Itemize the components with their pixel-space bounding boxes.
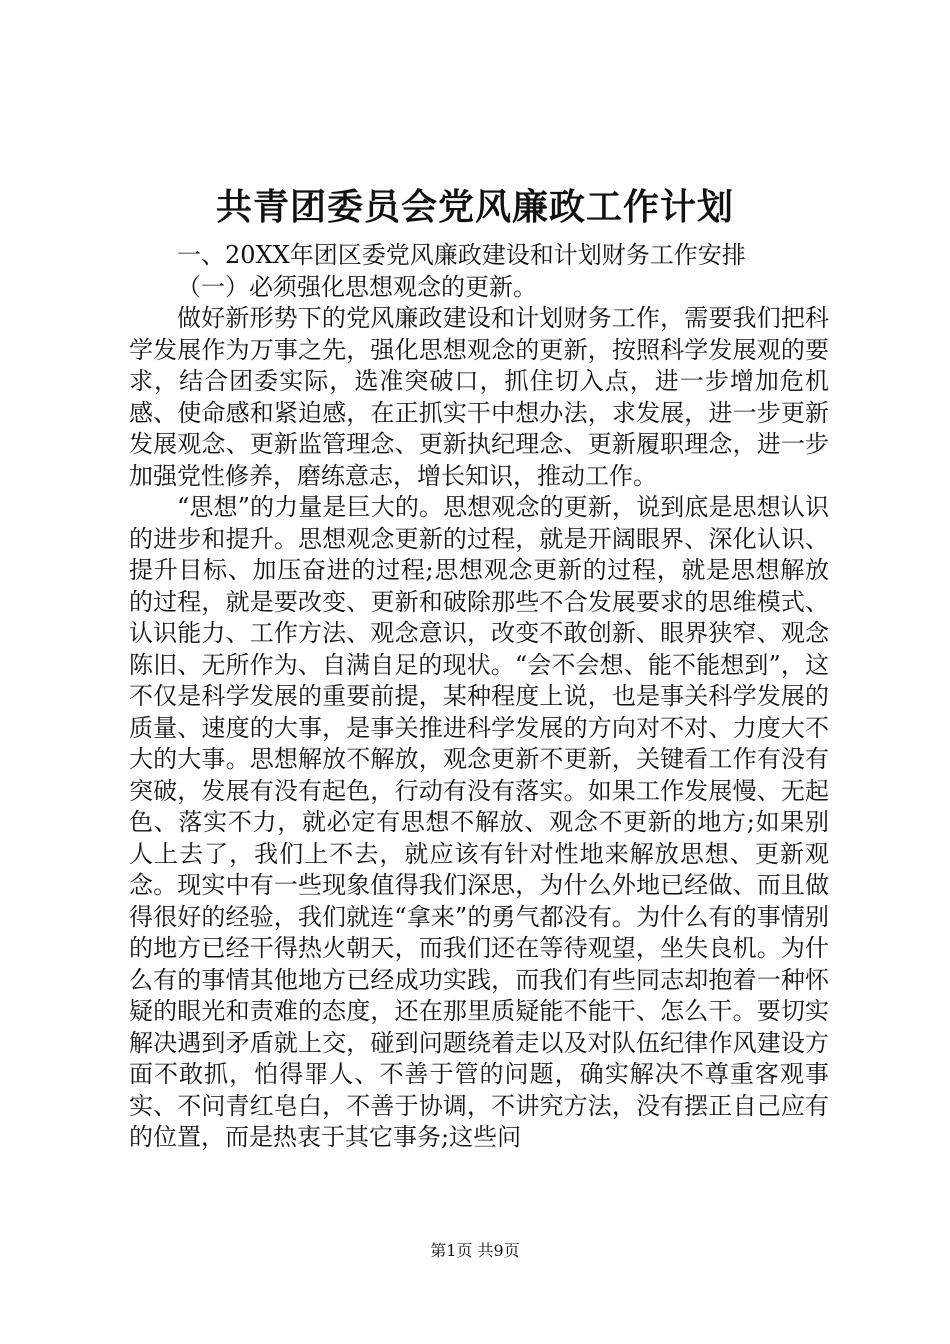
document-title: 共青团委员会党风廉政工作计划 <box>215 186 734 228</box>
paragraph: “思想”的力量是巨大的。思想观念的更新，说到底是思想认识的进步和提升。思想观念更新的过程，就是开阔眼界、深化认识、提升目标、加压奋进的过程;思想观念更新的过程，就是思想解放的过程，就是要改变、更新和破除那些不合发展要求的思维模式、认识能力、工作方法、观念意识，改变不敢创新、眼界狭窄、观念陈旧、无所作为、自满自足的现状。“会不会想、能不能想到”，这不仅是科学发展的重要前提，某种程度上说，也是事关科学发展的质量、速度的大事，是事关推进科学发展的方向对不对、力度大不大的大事。思想解放不解放，观念更新不更新，关键看工作有没有突破，发展有没有起色，行动有没有落实。如果工作发展慢、无起色、落实不力，就必定有思想不解放、观念不更新的地方;如果别人上去了，我们上不去，就应该有针对性地来解放思想、更新观念。现实中有一些现象值得我们深思，为什么外地已经做、而且做得很好的经验，我们就连“拿来”的勇气都没有。为什么有的事情别的地方已经干得热火朝天，而我们还在等待观望，坐失良机。为什么有的事情其他地方已经成功实践，而我们有些同志却抱着一种怀疑的眼光和责难的态度，还在那里质疑能不能干、怎么干。要切实解决遇到矛盾就上交，碰到问题绕着走以及对队伍纪律作风建设方面不敢抓，怕得罪人、不善于管的问题，确实解决不尊重客观事实、不问青红皂白，不善于协调，不讲究方法，没有摆正自己应有的位置，而是热衷于其它事务;这些问 <box>129 493 829 1151</box>
document-body <box>129 240 829 1154</box>
paragraph: 做好新形势下的党风廉政建设和计划财务工作，需要我们把科学发展作为万事之先，强化思想观念的更新，按照科学发展观的要求，结合团委实际，选准突破口，抓住切入点，进一步增加危机感、使命感和紧迫感，在正抓实干中想办法，求发展，进一步更新发展观念、更新监管理念、更新执纪理念、更新履职理念，进一步加强党性修养，磨练意志，增长知识，推动工作。 <box>129 304 829 490</box>
page-footer: 第1页 共9页 <box>430 1241 520 1260</box>
subsection-heading: （一）必须强化思想观念的更新。 <box>177 272 537 301</box>
section-heading: 一、20XX年团区委党风廉政建设和计划财务工作安排 <box>177 241 746 269</box>
